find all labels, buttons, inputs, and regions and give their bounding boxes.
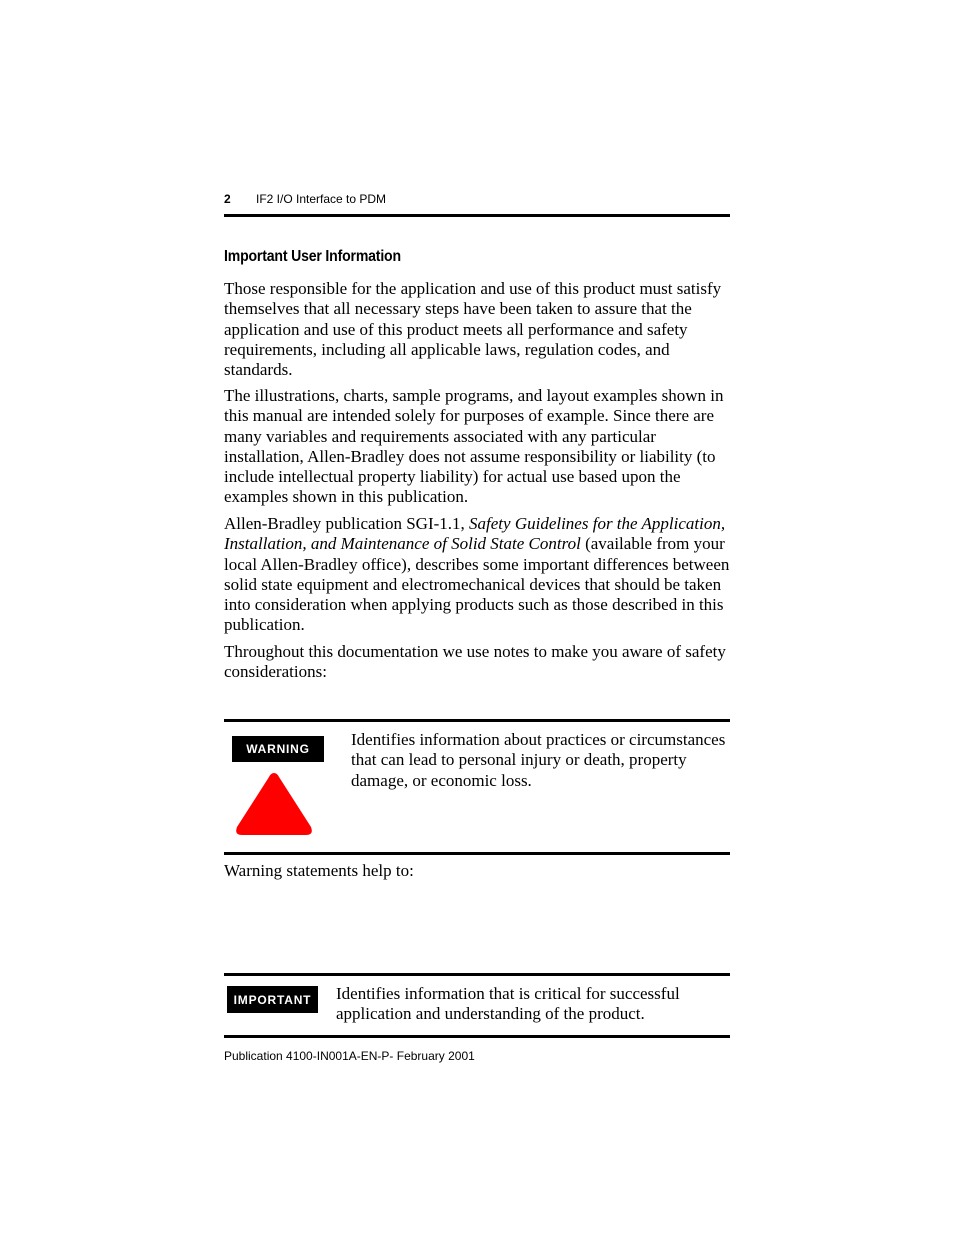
page-number: 2 bbox=[224, 192, 231, 206]
important-label: IMPORTANT bbox=[227, 986, 318, 1013]
important-bottom-divider bbox=[224, 1035, 730, 1038]
paragraph-responsibility: Those responsible for the application and use of this product must satisfy themselves that all necessary steps have been taken to assure that the application and use of this product meets all performance and safety requirements, including all applicable laws, regulation codes, and standards. bbox=[224, 279, 722, 380]
warning-top-divider bbox=[224, 719, 730, 722]
warning-bottom-divider bbox=[224, 852, 730, 855]
paragraph-safety-guidelines-intro: Allen-Bradley publication SGI-1.1, bbox=[224, 514, 470, 533]
warning-label: WARNING bbox=[232, 736, 324, 762]
warning-description: Identifies information about practices or circumstances that can lead to personal injury or death, property damage, or economic loss. bbox=[351, 730, 726, 790]
header-divider bbox=[224, 214, 730, 217]
warning-help-text: Warning statements help to: bbox=[224, 861, 414, 880]
important-description: Identifies information that is critical for successful application and understanding of the product. bbox=[336, 984, 680, 1024]
paragraph-safety-guidelines bbox=[224, 514, 730, 636]
paragraph-safety-guidelines-rest: (available from your local Allen-Bradley office), describes some important differences between solid state equipment and electromechanical devices that should be taken into consideration when applying products such as those described in this publication. bbox=[224, 534, 730, 635]
paragraph-illustrations: The illustrations, charts, sample programs, and layout examples shown in this manual are intended solely for purposes of example. Since there are many variables and requirements associated with any particular installation, Allen-Bradley does not assume responsibility or liability (to include intellectual property liability) for actual use based upon the examples shown in this publication. bbox=[224, 386, 724, 507]
safety-guidelines-title: Safety Guidelines for the Application, Installation, and Maintenance of Solid State Control bbox=[224, 514, 726, 554]
paragraph-notes-intro: Throughout this documentation we use notes to make you aware of safety considerations: bbox=[224, 642, 726, 682]
running-header-title: IF2 I/O Interface to PDM bbox=[256, 192, 387, 206]
section-heading: Important User Information bbox=[224, 248, 401, 265]
warning-triangle-icon bbox=[234, 769, 314, 837]
footer-publication-info: Publication 4100-IN001A-EN-P- February 2001 bbox=[224, 1049, 475, 1063]
important-top-divider bbox=[224, 973, 730, 976]
